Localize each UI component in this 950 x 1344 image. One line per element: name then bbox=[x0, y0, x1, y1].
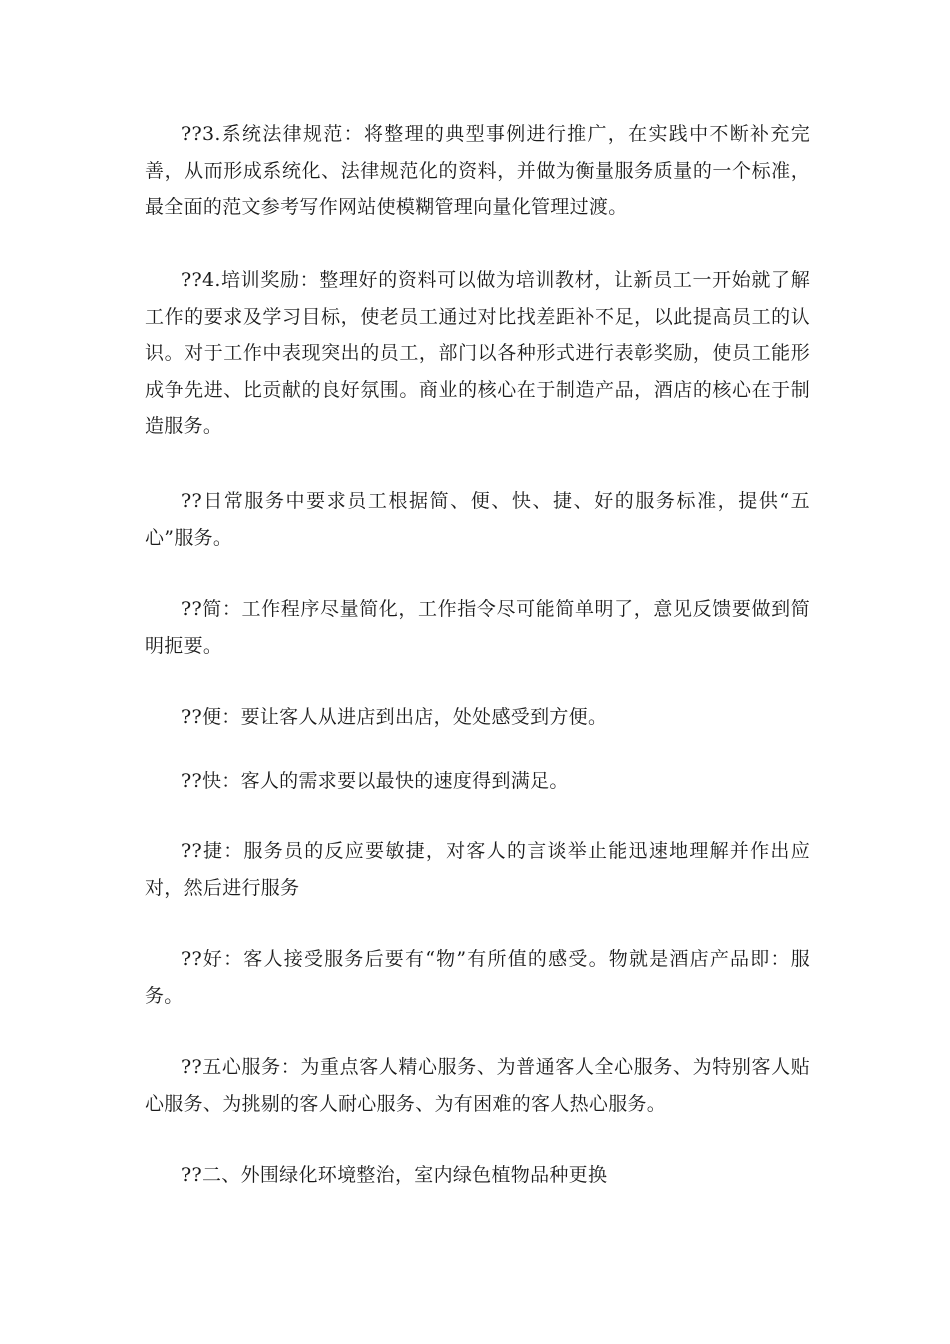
paragraph-service-standard: ??日常服务中要求员工根据简、便、快、捷、好的服务标准，提供“五心”服务。 bbox=[145, 490, 810, 549]
paragraph-convenient: ??便：要让客人从进店到出店，处处感受到方便。 bbox=[181, 706, 608, 728]
paragraph-simple: ??简：工作程序尽量简化，工作指令尽可能简单明了，意见反馈要做到简明扼要。 bbox=[145, 598, 810, 657]
paragraph-five-hearts: ??五心服务：为重点客人精心服务、为普通客人全心服务、为特别客人贴心服务、为挑剔的客人耐心服务、为有困难的客人热心服务。 bbox=[145, 1056, 810, 1115]
paragraph-training-reward: ??4.培训奖励：整理好的资料可以做为培训教材，让新员工一开始就了解工作的要求及学习目标，使老员工通过对比找差距补不足，以此提高员工的认识。对于工作中表现突出的员工，部门以各种形式进行表彰奖励，使员工能形成争先进、比贡献的良好氛围。商业的核心在于制造产品，酒店的核心在于制造服务。 bbox=[145, 269, 810, 437]
paragraph-fast: ??快：客人的需求要以最快的速度得到满足。 bbox=[181, 770, 569, 792]
section-heading-greening: ??二、外围绿化环境整治，室内绿色植物品种更换 bbox=[181, 1164, 608, 1186]
paragraph-good: ??好：客人接受服务后要有“物”有所值的感受。物就是酒店产品即：服务。 bbox=[145, 948, 810, 1007]
paragraph-legal-standard: ??3.系统法律规范：将整理的典型事例进行推广，在实践中不断补充完善，从而形成系统化、法律规范化的资料，并做为衡量服务质量的一个标准，最全面的范文参考写作网站使模糊管理向量化管理过渡。 bbox=[145, 123, 810, 218]
paragraph-agile: ??捷：服务员的反应要敏捷，对客人的言谈举止能迅速地理解并作出应对，然后进行服务 bbox=[145, 840, 810, 899]
